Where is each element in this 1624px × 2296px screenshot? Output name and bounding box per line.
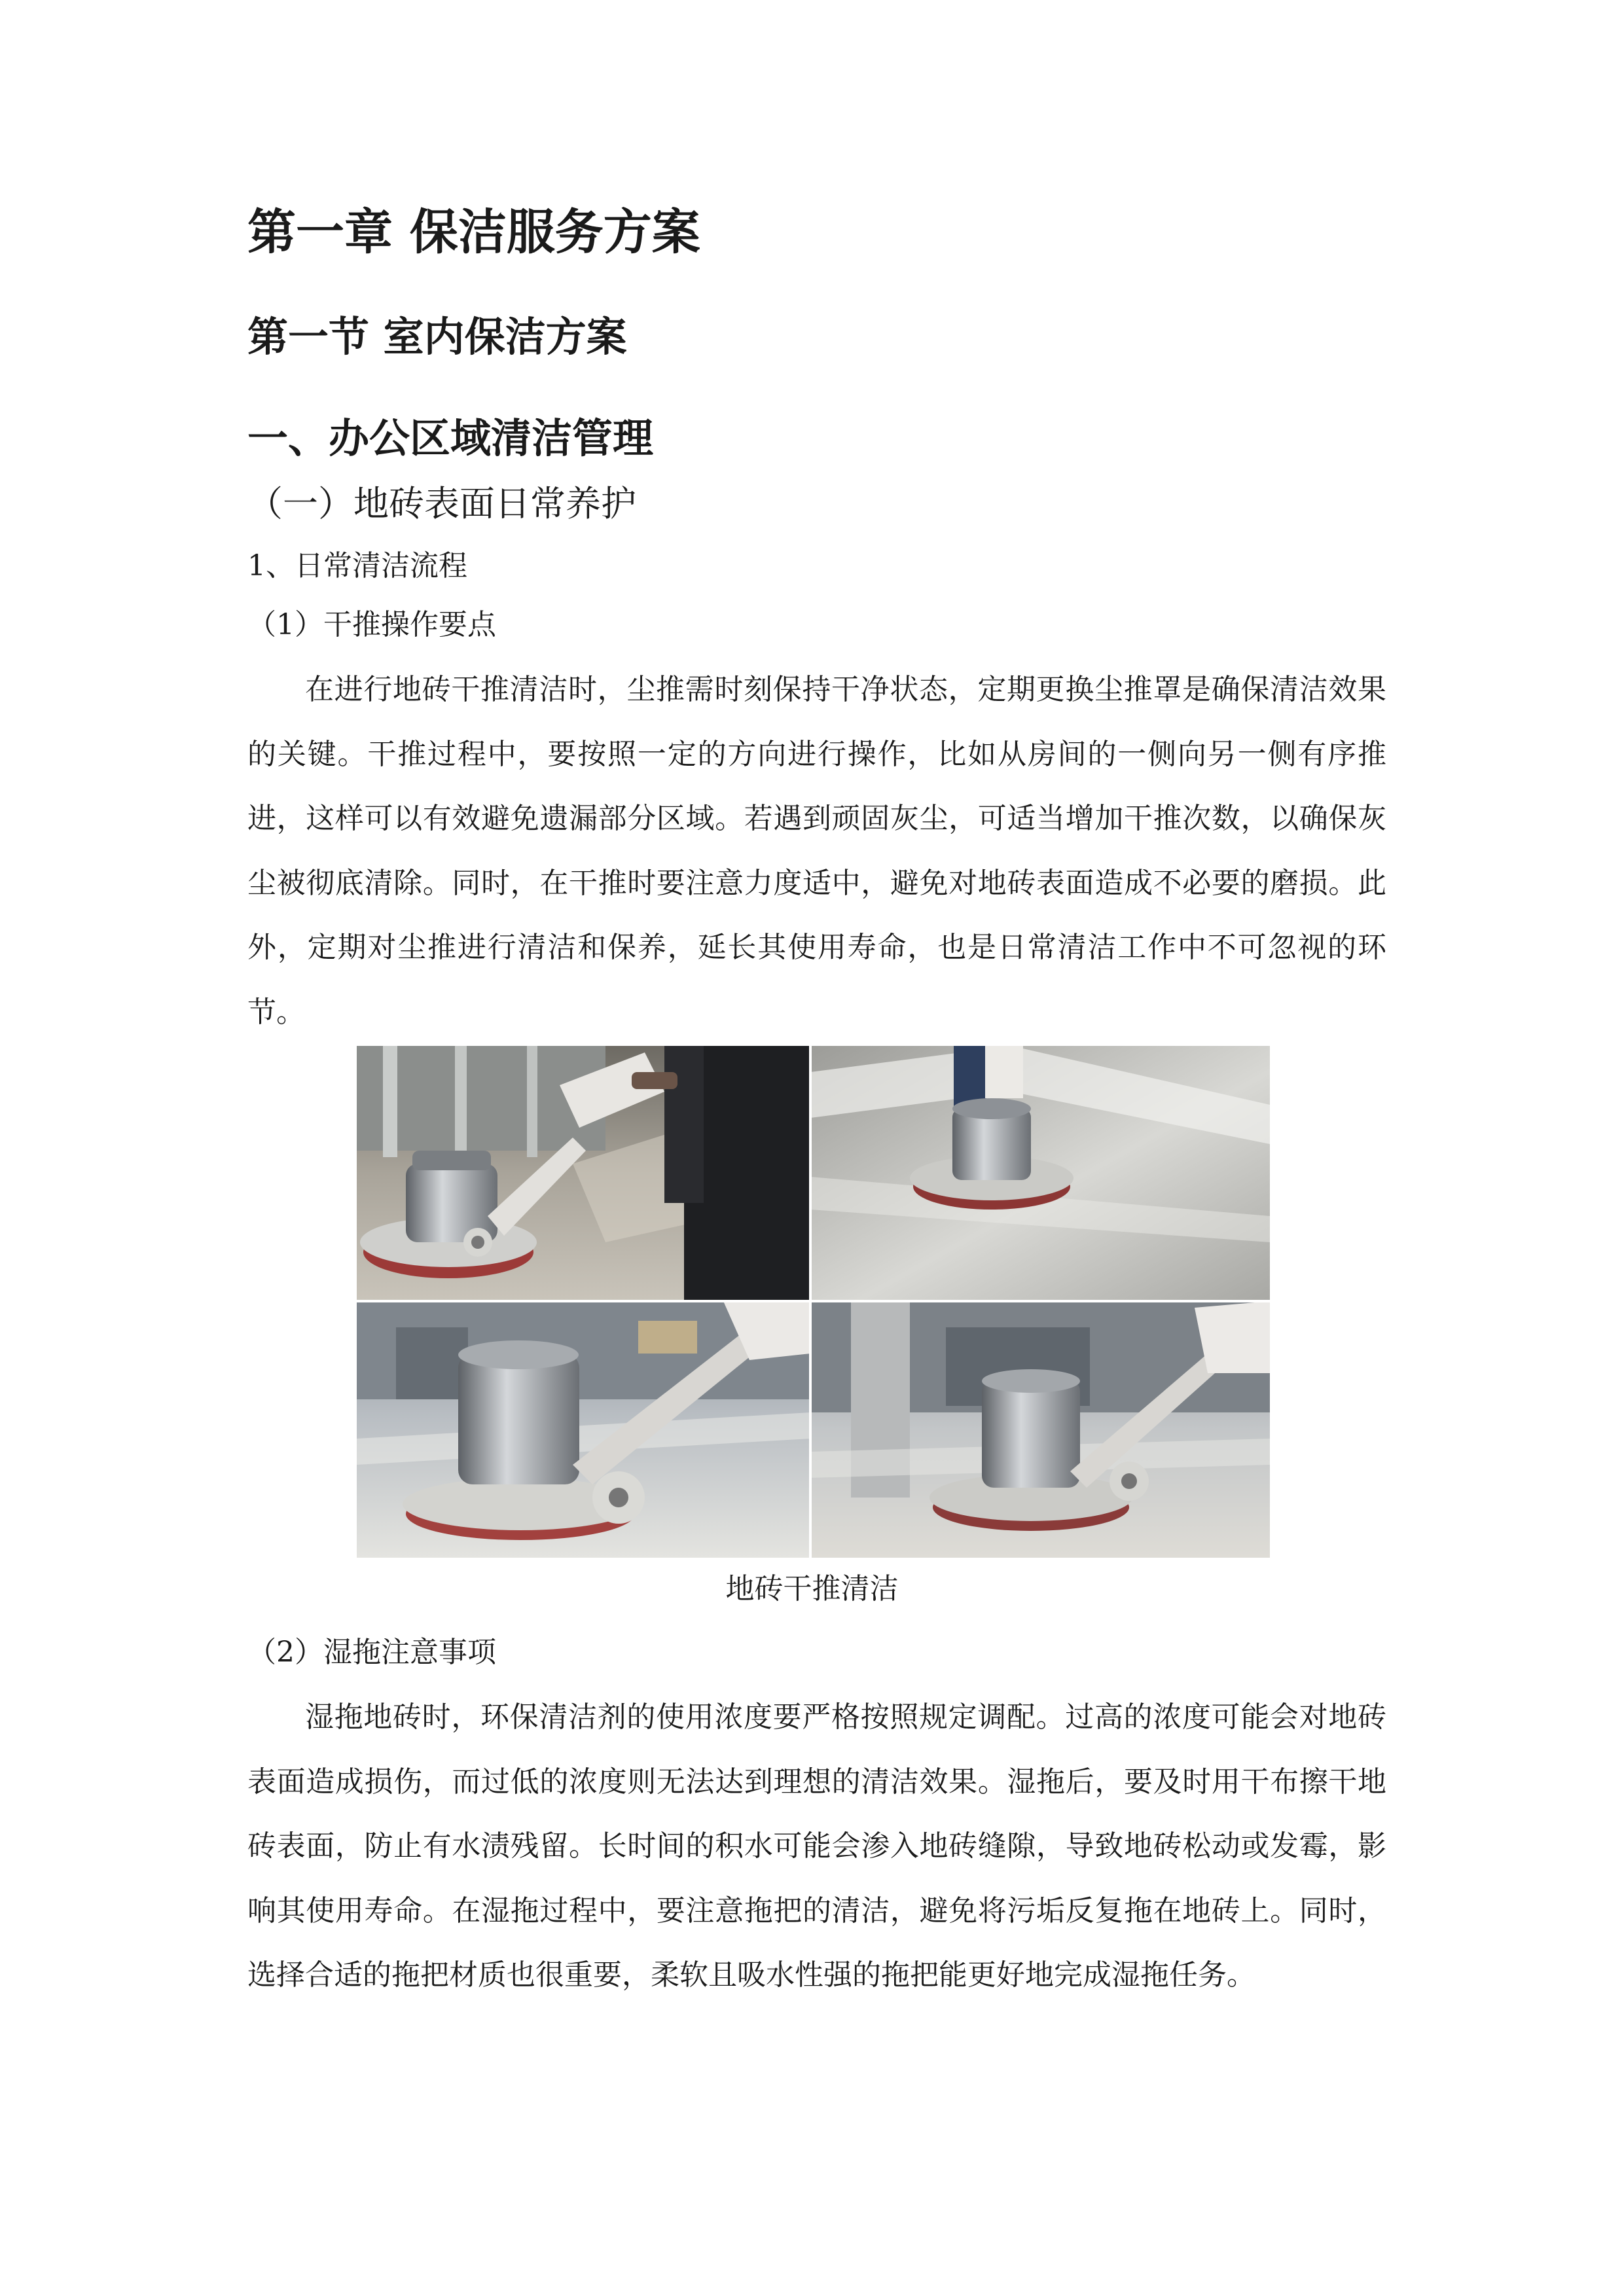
item-title: （一）地砖表面日常养护 <box>247 483 636 524</box>
point-2-paragraph: 湿拖地砖时，环保清洁剂的使用浓度要严格按照规定调配。过高的浓度可能会对地砖表面造成损伤，而过低的浓度则无法达到理想的清洁效果。湿拖后，要及时用干布擦干地砖表面，防止有水渍残留。长时间的积水可能会渗入地砖缝隙，导致地砖松动或发霉，影响其使用寿命。在湿拖过程中，要注意拖把的清洁，避免将污垢反复拖在地砖上。同时，选择合适的拖把材质也很重要，柔软且吸水性强的拖把能更好地完成湿拖任务。 <box>247 1700 1386 1992</box>
floor-machine-photo <box>357 1046 1270 1558</box>
chapter-title: 第一章 保洁服务方案 <box>247 204 700 260</box>
point-1-title: （1）干推操作要点 <box>247 608 496 641</box>
photo-panel-4 <box>810 1301 1270 1558</box>
photo-panel-3 <box>357 1301 810 1558</box>
sub-item-title: 1、日常清洁流程 <box>247 549 467 583</box>
subsection-title: 一、办公区域清洁管理 <box>247 414 654 462</box>
figure-caption: 地砖干推清洁 <box>725 1572 899 1605</box>
floor-machine-photo-grid <box>357 1046 1270 1558</box>
point-1-paragraph: 在进行地砖干推清洁时，尘推需时刻保持干净状态，定期更换尘推罩是确保清洁效果的关键。干推过程中，要按照一定的方向进行操作，比如从房间的一侧向另一侧有序推进，这样可以有效避免遗漏部分区域。若遇到顽固灰尘，可适当增加干推次数，以确保灰尘被彻底清除。同时，在干推时要注意力度适中，避免对地砖表面造成不必要的磨损。此外，定期对尘推进行清洁和保养，延长其使用寿命，也是日常清洁工作中不可忽视的环节。 <box>247 673 1386 1029</box>
photo-panel-2 <box>810 1046 1270 1301</box>
point-2-title: （2）湿拖注意事项 <box>247 1636 496 1669</box>
section-title: 第一节 室内保洁方案 <box>247 313 627 361</box>
photo-panel-1 <box>357 1046 810 1301</box>
